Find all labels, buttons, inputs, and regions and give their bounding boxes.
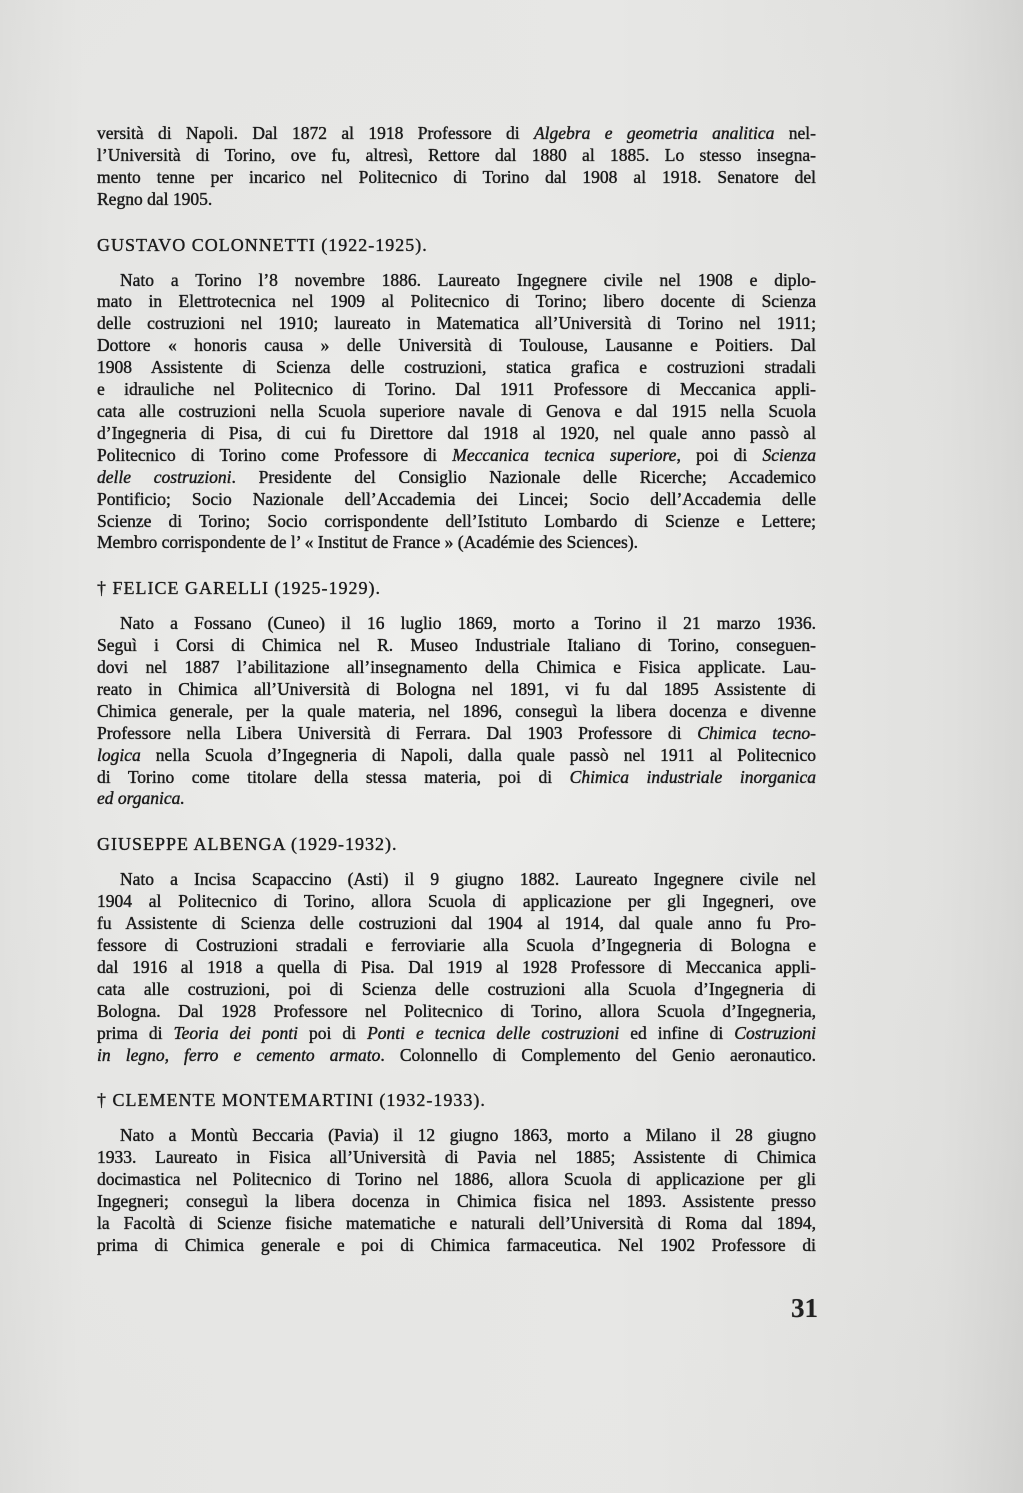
text-line (97, 957, 816, 979)
text-line (97, 423, 816, 445)
text-run: Nato a Fossano (Cuneo) il 16 luglio 1869, morto a Torino il 21 marzo 1936. (120, 613, 816, 634)
italic-text: logica (97, 744, 141, 765)
text-run: delle costruzioni nel 1910; laureato in Matematica all’Università di Torino nel 1911; (97, 313, 816, 334)
text-line (97, 679, 816, 701)
text-run: . Colonnello di Complemento del Genio aeronautico. (380, 1044, 816, 1065)
text-line (97, 313, 816, 335)
text-line (97, 167, 816, 189)
text-line (97, 913, 816, 935)
italic-text: Scienza (762, 444, 816, 465)
text-run: dovi nel 1887 l’abilitazione all’insegnamento della Chimica e Fisica applicate. Lau- (97, 657, 816, 678)
text-run: dal 1916 al 1918 a quella di Pisa. Dal 1919 al 1928 Professore di Meccanica appli- (97, 956, 816, 977)
text-line (97, 1023, 816, 1045)
text-line (97, 357, 816, 379)
text-line (97, 935, 816, 957)
text-run: docimastica nel Politecnico di Torino nel 1886, allora Scuola di applicazione per gli (97, 1169, 816, 1190)
text-line (97, 511, 816, 533)
text-line (97, 145, 816, 167)
text-line (97, 532, 816, 554)
text-run: 1933. Laureato in Fisica all’Università di Pavia nel 1885; Assistente di Chimica (97, 1147, 816, 1168)
text-line (97, 1001, 816, 1023)
italic-text: Teoria dei ponti (173, 1022, 298, 1043)
text-run: Professore nella Libera Università di Ferrara. Dal 1903 Professore di (97, 722, 698, 743)
text-run: Nato a Torino l’8 novembre 1886. Laureato Ingegnere civile nel 1908 e diplo- (120, 269, 816, 290)
page-body (97, 123, 816, 1257)
text-run: prima di (97, 1022, 174, 1043)
text-run: fessore di Costruzioni stradali e ferroviarie alla Scuola d’Ingegneria di Bologna e (97, 935, 816, 955)
text-line (97, 745, 816, 767)
text-run: cata alle costruzioni, poi di Scienza delle costruzioni alla Scuola d’Ingegneria di (97, 978, 816, 999)
text-run: reato in Chimica all’Università di Bologna nel 1891, vi fu dal 1895 Assistente di (97, 678, 816, 699)
italic-text: Meccanica tecnica superiore (452, 444, 677, 465)
text-line (97, 979, 816, 1001)
text-line (97, 891, 816, 913)
text-line (97, 767, 816, 789)
text-run: Seguì i Corsi di Chimica nel R. Museo Industriale Italiano di Torino, conseguen- (97, 635, 816, 656)
text-run: Chimica generale, per la quale materia, nel 1896, conseguì la libera docenza e divenne (97, 700, 816, 721)
text-run: la Facoltà di Scienze fisiche matematiche e naturali dell’Università di Roma dal 1894, (97, 1212, 816, 1233)
text-line (97, 1045, 816, 1067)
section-heading-garelli: † FELICE GARELLI (1925-1929). (97, 578, 381, 599)
text-run: Regno dal 1905. (97, 188, 213, 209)
text-line (97, 270, 816, 292)
paragraph-colonnetti (97, 270, 816, 555)
text-line (97, 379, 816, 401)
text-line (97, 1147, 816, 1169)
text-run: . Presidente del Consiglio Nazionale delle Ricerche; Accademico (231, 466, 816, 487)
text-run: prima di Chimica generale e poi di Chimica farmaceutica. Nel 1902 Professore di (97, 1234, 816, 1255)
text-run: Ingegneri; conseguì la libera docenza in Chimica fisica nel 1893. Assistente presso (97, 1191, 816, 1212)
text-run: di Torino come titolare della stessa materia, poi di (97, 766, 570, 787)
paragraph-garelli (97, 613, 816, 810)
italic-text: Costruzioni (734, 1022, 816, 1043)
text-line (97, 401, 816, 423)
text-line (97, 869, 816, 891)
paragraph-continued (97, 123, 816, 211)
text-line (97, 123, 816, 145)
italic-text: Ponti e tecnica delle costruzioni (367, 1022, 620, 1043)
text-line (97, 1235, 816, 1257)
paragraph-montemartini (97, 1125, 816, 1256)
text-line (97, 701, 816, 723)
text-run: e idrauliche nel Politecnico di Torino. Dal 1911 Professore di Meccanica appli- (97, 379, 816, 400)
text-run: 1904 al Politecnico di Torino, allora Scuola di applicazione per gli Ingegneri, ove (97, 891, 816, 912)
text-run: mento tenne per incarico nel Politecnico di Torino dal 1908 al 1918. Senatore del (97, 166, 816, 187)
text-run: cata alle costruzioni nella Scuola superiore navale di Genova e dal 1915 nella Scuola (97, 400, 816, 421)
text-run: Nato a Montù Beccaria (Pavia) il 12 giugno 1863, morto a Milano il 28 giugno (120, 1125, 816, 1146)
text-run: nella Scuola d’Ingegneria di Napoli, dalla quale passò nel 1911 al Politecnico (140, 744, 816, 765)
text-line (97, 613, 816, 635)
text-run: Politecnico di Torino come Professore di (97, 444, 453, 465)
text-run: versità di Napoli. Dal 1872 al 1918 Professore di (97, 123, 534, 143)
text-run: mato in Elettrotecnica nel 1909 al Politecnico di Torino; libero docente di Scienza (97, 291, 816, 312)
text-line (97, 635, 816, 657)
text-line (97, 1125, 816, 1147)
text-run: Membro corrispondente de l’ « Institut de France » (Académie des Sciences). (97, 532, 639, 553)
section-heading-albenga: GIUSEPPE ALBENGA (1929-1932). (97, 834, 398, 855)
text-line (97, 291, 816, 313)
text-run: poi di (297, 1022, 368, 1043)
text-line (97, 189, 816, 211)
text-line (97, 788, 816, 810)
text-run: nel- (774, 123, 816, 143)
text-line (97, 489, 816, 511)
text-line (97, 1169, 816, 1191)
text-run: Bologna. Dal 1928 Professore nel Politecnico di Torino, allora Scuola d’Ingegneria, (97, 1000, 816, 1021)
text-run: , poi di (676, 444, 763, 465)
text-line (97, 335, 816, 357)
text-run: Scienze di Torino; Socio corrispondente dell’Istituto Lombardo di Scienze e Lettere; (97, 510, 816, 531)
text-run: l’Università di Torino, ove fu, altresì, Rettore dal 1880 al 1885. Lo stesso insegna- (97, 144, 816, 165)
text-run: Dottore « honoris causa » delle Università di Toulouse, Lausanne e Poitiers. Dal (97, 335, 816, 356)
text-line (97, 467, 816, 489)
italic-text: Chimica industriale inorganica (569, 766, 817, 787)
text-run: Pontificio; Socio Nazionale dell’Accademia dei Lincei; Socio dell’Accademia delle (97, 488, 816, 509)
italic-text: Chimica tecno- (697, 722, 816, 743)
page-number: 31 (791, 1293, 818, 1323)
section-heading-montemartini: † CLEMENTE MONTEMARTINI (1932-1933). (97, 1090, 486, 1111)
text-line (97, 657, 816, 679)
text-run: Nato a Incisa Scapaccino (Asti) il 9 giugno 1882. Laureato Ingegnere civile nel (120, 869, 816, 890)
paragraph-albenga (97, 869, 816, 1066)
italic-text: in legno, ferro e cemento armato (97, 1044, 381, 1065)
text-line (97, 723, 816, 745)
text-line (97, 1191, 816, 1213)
italic-text: delle costruzioni (97, 466, 232, 487)
text-run: ed infine di (619, 1022, 735, 1043)
italic-text: ed organica. (97, 788, 185, 809)
text-run: 1908 Assistente di Scienza delle costruzioni, statica grafica e costruzioni stradali (97, 357, 816, 378)
section-heading-colonnetti: GUSTAVO COLONNETTI (1922-1925). (97, 234, 428, 255)
italic-text: Algebra e geometria analitica (533, 123, 775, 143)
text-run: fu Assistente di Scienza delle costruzioni dal 1904 al 1914, dal quale anno fu Pro- (97, 913, 816, 934)
text-line (97, 445, 816, 467)
text-run: d’Ingegneria di Pisa, di cui fu Direttore dal 1918 al 1920, nel quale anno passò al (97, 422, 816, 443)
text-line (97, 1213, 816, 1235)
